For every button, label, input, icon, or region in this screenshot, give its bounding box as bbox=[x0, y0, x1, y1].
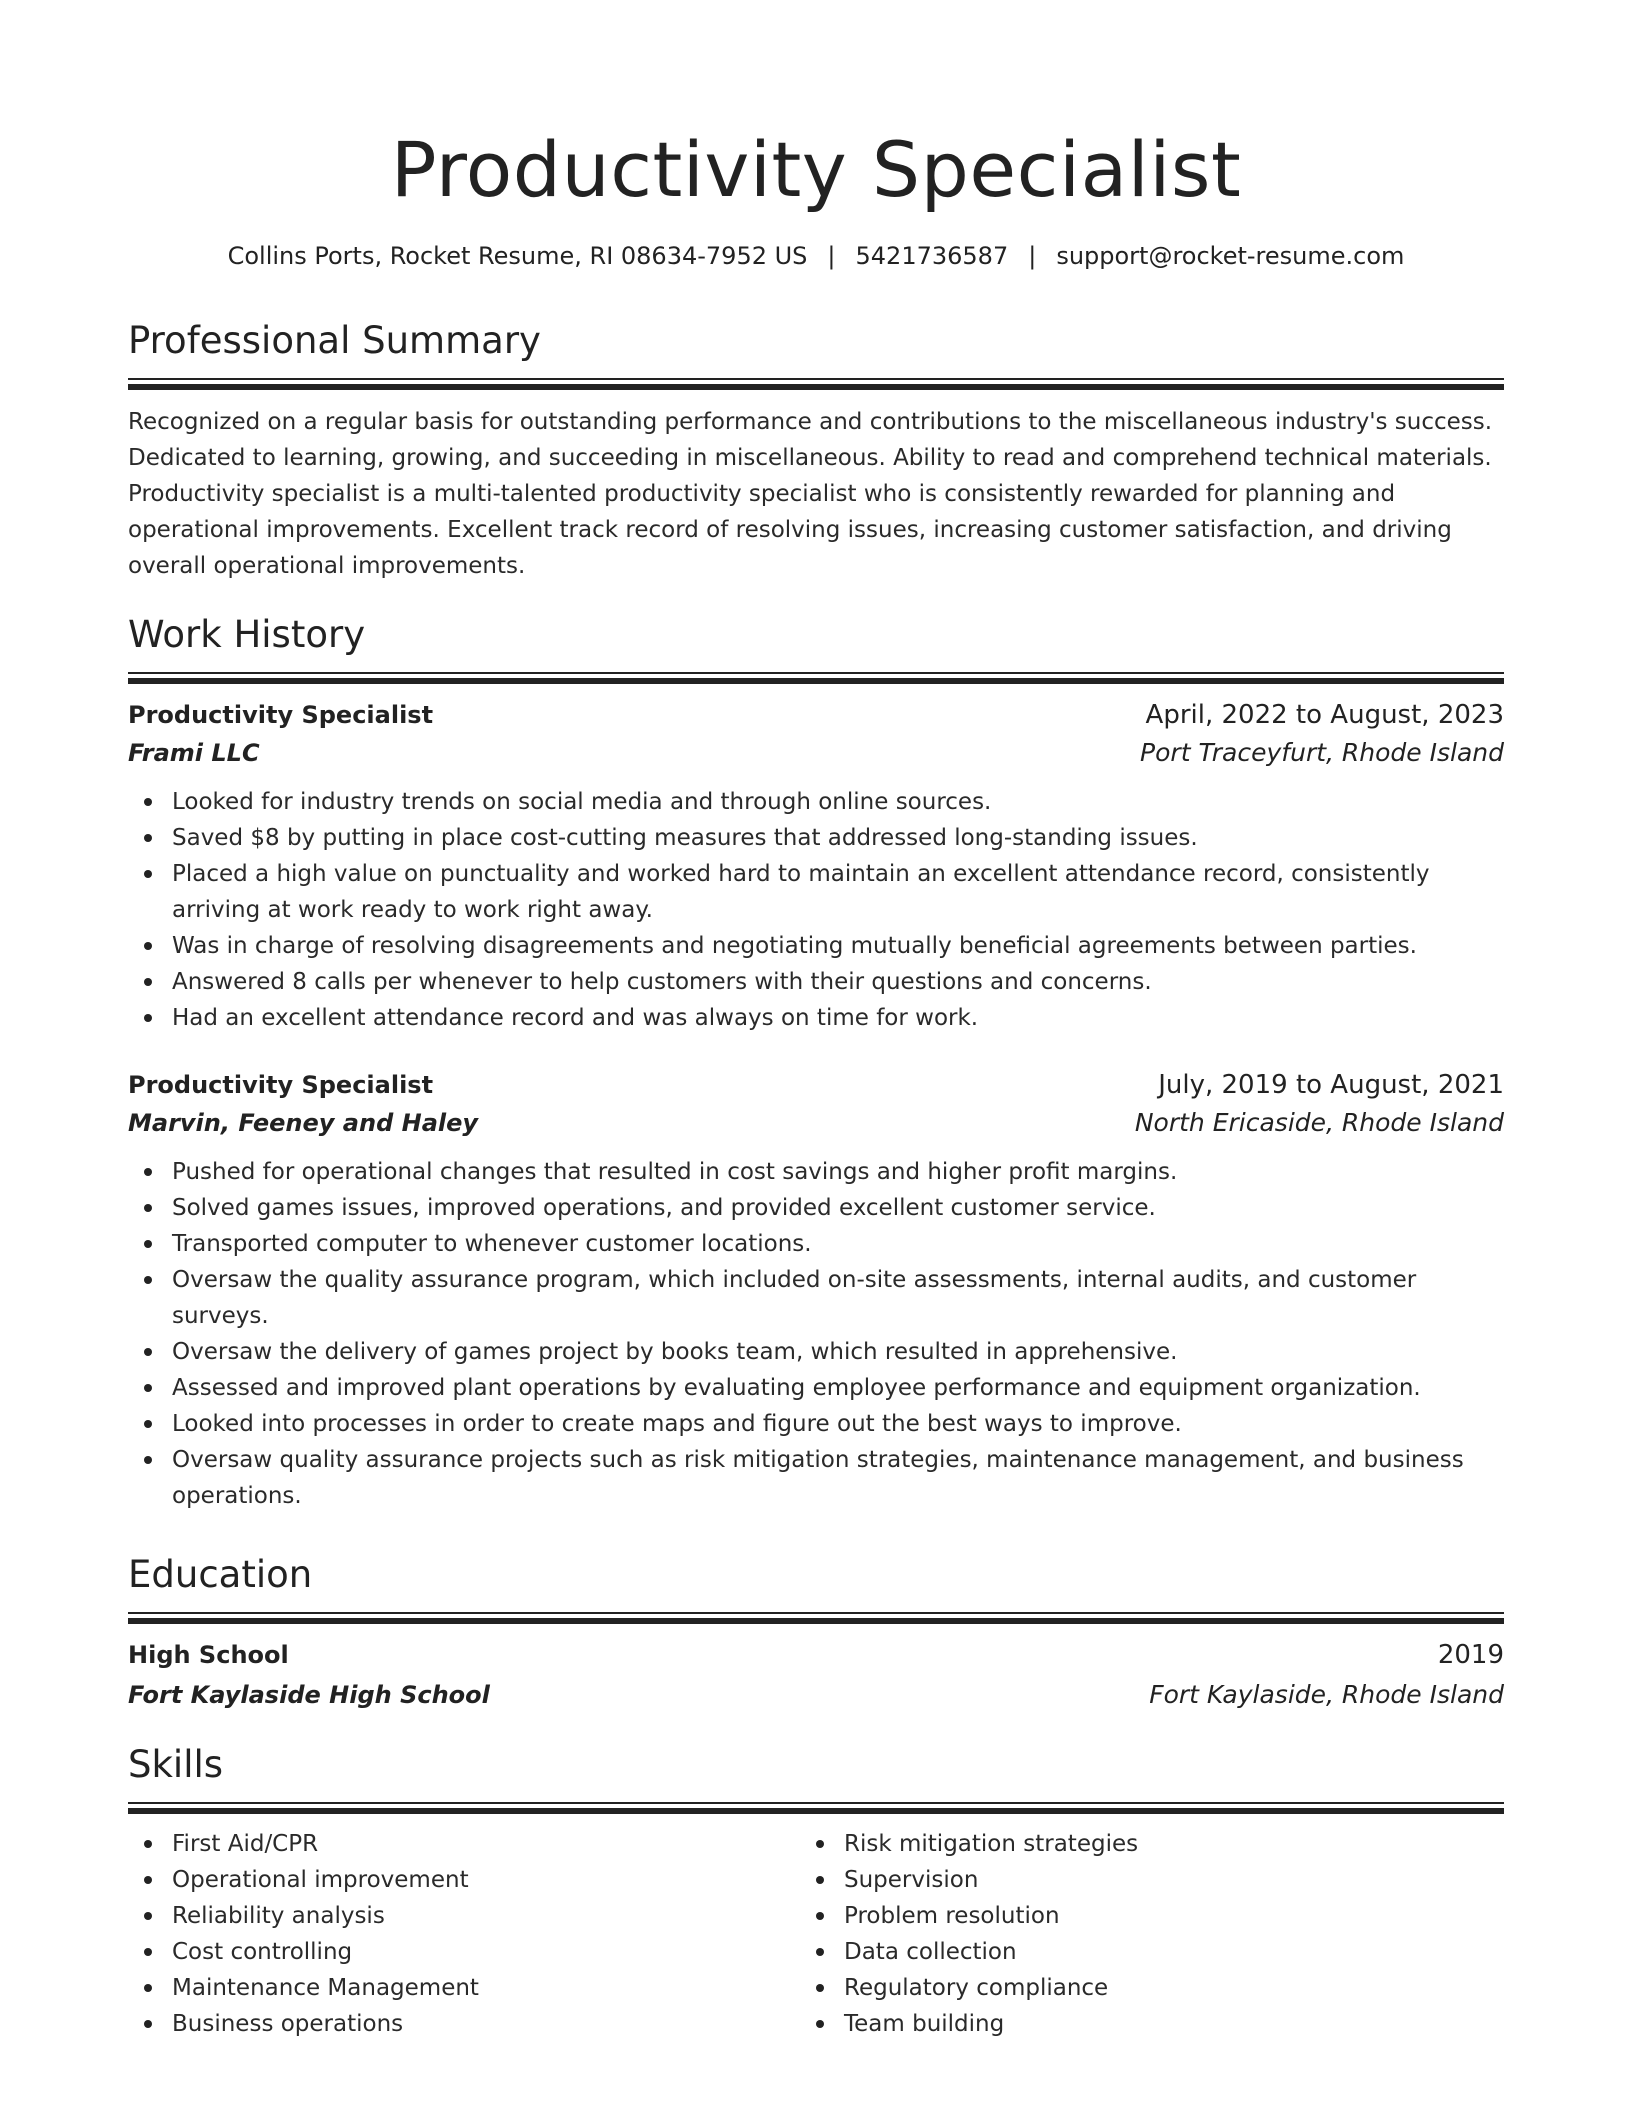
education-header bbox=[128, 1636, 1504, 1674]
section-divider bbox=[128, 672, 1504, 674]
resume-name-heading: Productivity Specialist bbox=[390, 125, 1242, 214]
skills-list bbox=[800, 1826, 1460, 2042]
job-bullet: Had an excellent attendance record and was always on time for work. bbox=[128, 1000, 1504, 1036]
contact-line bbox=[128, 239, 1504, 273]
education-school: Fort Kaylaside High School bbox=[128, 1681, 490, 1709]
job-bullet: Oversaw quality assurance projects such as risk mitigation strategies, maintenance management, and business operations. bbox=[128, 1442, 1504, 1514]
skills-section bbox=[128, 1740, 1504, 2037]
section-divider-thick bbox=[128, 384, 1504, 390]
contact-address: Collins Ports, Rocket Resume, RI 08634-7952 US bbox=[227, 242, 808, 270]
job-bullet: Saved $8 by putting in place cost-cutting measures that addressed long-standing issues. bbox=[128, 820, 1504, 856]
section-divider-thick bbox=[128, 678, 1504, 684]
contact-phone: 5421736587 bbox=[855, 242, 1009, 270]
job-bullet: Placed a high value on punctuality and worked hard to maintain an excellent attendance record, consistently arriving at work ready to work right away. bbox=[128, 856, 1504, 928]
job-header bbox=[128, 1066, 1504, 1104]
education-year: 2019 bbox=[1437, 1640, 1504, 1670]
education-degree: High School bbox=[128, 1641, 289, 1669]
education-subheader bbox=[128, 1676, 1504, 1714]
skills-column-left bbox=[128, 1826, 788, 2042]
skill-item: Regulatory compliance bbox=[800, 1970, 1460, 2006]
section-divider bbox=[128, 378, 1504, 380]
job-location: North Ericaside, Rhode Island bbox=[1134, 1108, 1504, 1137]
job-location: Port Traceyfurt, Rhode Island bbox=[1140, 738, 1504, 767]
job-bullet: Was in charge of resolving disagreements and negotiating mutually beneficial agreements between parties. bbox=[128, 928, 1504, 964]
job-bullet: Transported computer to whenever customer locations. bbox=[128, 1226, 1504, 1262]
section-divider bbox=[128, 1612, 1504, 1614]
section-divider-thick bbox=[128, 1618, 1504, 1624]
job-company: Frami LLC bbox=[128, 739, 260, 767]
job-entry bbox=[128, 1066, 1504, 1514]
skill-item: Business operations bbox=[128, 2006, 788, 2042]
job-bullet: Looked into processes in order to create maps and figure out the best ways to improve. bbox=[128, 1406, 1504, 1442]
skill-item: Reliability analysis bbox=[128, 1898, 788, 1934]
work-history-section bbox=[128, 610, 1504, 1514]
skill-item: Cost controlling bbox=[128, 1934, 788, 1970]
job-bullet-list bbox=[128, 1154, 1504, 1514]
skill-item: Risk mitigation strategies bbox=[800, 1826, 1460, 1862]
job-bullet: Solved games issues, improved operations, and provided excellent customer service. bbox=[128, 1190, 1504, 1226]
job-bullet: Oversaw the delivery of games project by books team, which resulted in apprehensive. bbox=[128, 1334, 1504, 1370]
skills-column-right bbox=[800, 1826, 1460, 2042]
job-subheader bbox=[128, 734, 1504, 772]
skill-item: Problem resolution bbox=[800, 1898, 1460, 1934]
contact-separator: | bbox=[827, 242, 836, 270]
skill-item: Team building bbox=[800, 2006, 1460, 2042]
skill-item: Data collection bbox=[800, 1934, 1460, 1970]
contact-email: support@rocket-resume.com bbox=[1056, 242, 1405, 270]
skills-list bbox=[128, 1826, 788, 2042]
job-entry bbox=[128, 696, 1504, 1036]
job-bullet: Oversaw the quality assurance program, which included on-site assessments, internal audits, and customer surveys. bbox=[128, 1262, 1504, 1334]
skill-item: Maintenance Management bbox=[128, 1970, 788, 2006]
job-bullet: Answered 8 calls per whenever to help customers with their questions and concerns. bbox=[128, 964, 1504, 1000]
summary-section bbox=[128, 316, 1504, 584]
job-bullet: Assessed and improved plant operations by evaluating employee performance and equipment organization. bbox=[128, 1370, 1504, 1406]
section-divider bbox=[128, 1802, 1504, 1804]
education-section-title: Education bbox=[128, 1553, 313, 1596]
job-dates: April, 2022 to August, 2023 bbox=[1145, 700, 1504, 730]
job-title: Productivity Specialist bbox=[128, 701, 434, 729]
education-location: Fort Kaylaside, Rhode Island bbox=[1149, 1680, 1504, 1709]
section-divider-thick bbox=[128, 1808, 1504, 1814]
job-bullet-list bbox=[128, 784, 1504, 1036]
skill-item: Supervision bbox=[800, 1862, 1460, 1898]
education-section bbox=[128, 1550, 1504, 1714]
job-header bbox=[128, 696, 1504, 734]
job-bullet: Looked for industry trends on social media and through online sources. bbox=[128, 784, 1504, 820]
job-dates: July, 2019 to August, 2021 bbox=[1158, 1070, 1504, 1100]
contact-separator: | bbox=[1028, 242, 1037, 270]
education-entry bbox=[128, 1636, 1504, 1714]
skill-item: First Aid/CPR bbox=[128, 1826, 788, 1862]
summary-section-title: Professional Summary bbox=[128, 319, 541, 362]
skill-item: Operational improvement bbox=[128, 1862, 788, 1898]
summary-text: Recognized on a regular basis for outstanding performance and contributions to the miscellaneous industry's success. Dedicated to learning, growing, and succeeding in miscellaneous. Ability to read and comprehend technical materials. Productivity specialist is a multi-talented productivity specialist who is consistently rewarded for planning and operational improvements. Excellent track record of resolving issues, increasing customer satisfaction, and driving overall operational improvements. bbox=[128, 409, 1493, 579]
job-company: Marvin, Feeney and Haley bbox=[128, 1109, 479, 1137]
job-subheader bbox=[128, 1104, 1504, 1142]
work-history-section-title: Work History bbox=[128, 613, 366, 656]
job-bullet: Pushed for operational changes that resulted in cost savings and higher profit margins. bbox=[128, 1154, 1504, 1190]
skills-section-title: Skills bbox=[128, 1743, 224, 1786]
job-title: Productivity Specialist bbox=[128, 1071, 434, 1099]
